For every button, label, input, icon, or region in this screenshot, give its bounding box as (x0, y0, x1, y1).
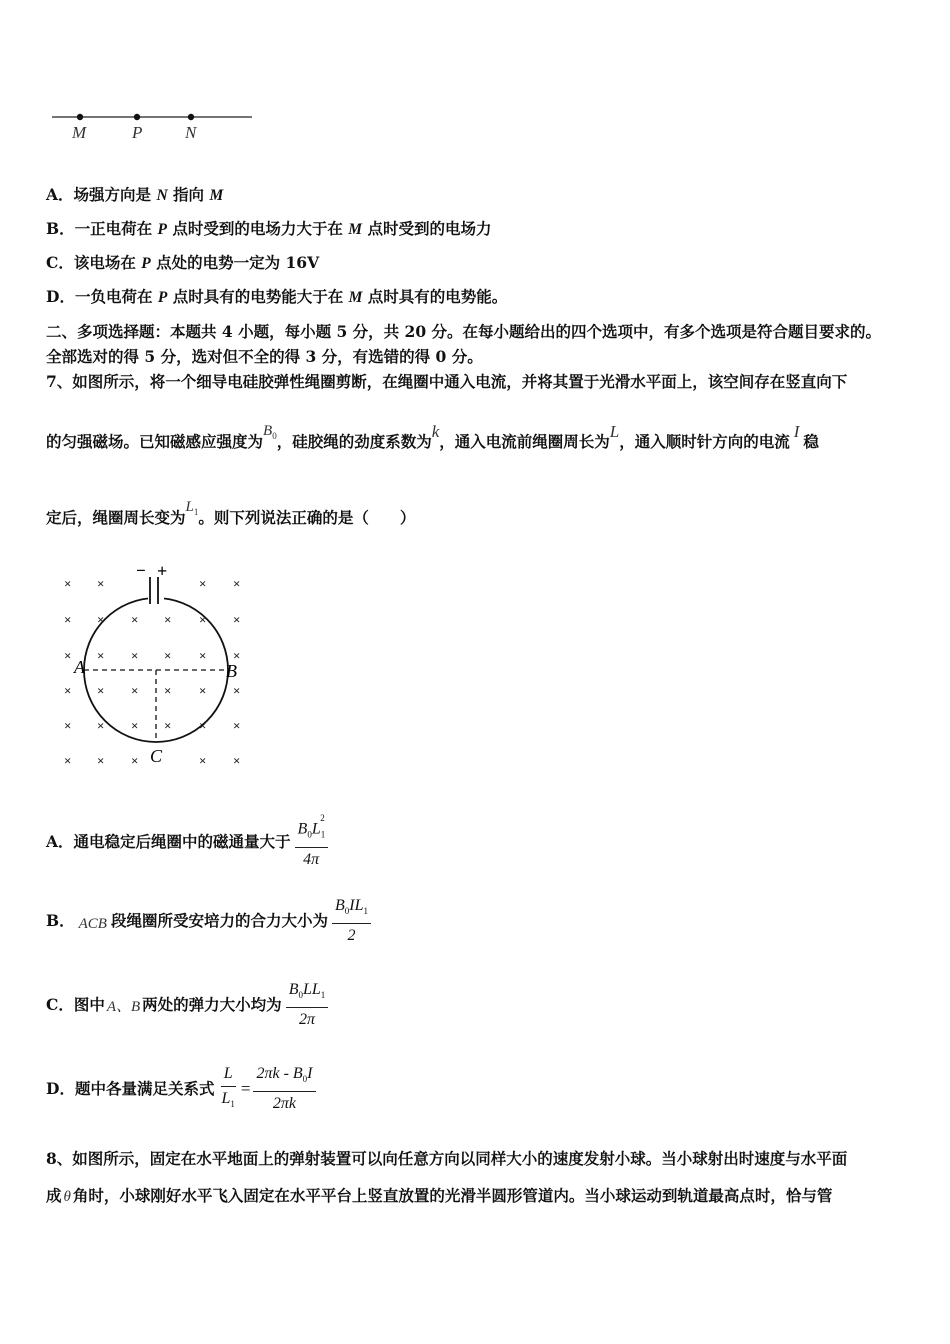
field-cross: × (164, 612, 172, 627)
point-n (188, 114, 194, 120)
figure-coil-field (56, 560, 256, 775)
field-cross: × (131, 753, 139, 768)
section2-line2: 全部选对的得 5 分，选对但不全的得 3 分，有选错的得 0 分。 (46, 347, 483, 366)
fraction-b: $\frac{B_0IL_1}{2}$ (332, 896, 371, 946)
field-cross: × (97, 648, 105, 663)
field-cross: × (199, 753, 207, 768)
q6-option-d[interactable]: D．一负电荷在 P 点时具有的电势能大于在 M 点时具有的电势能。 (46, 287, 508, 306)
fraction-a: $\frac{B_0L_1^2}{4\pi}$ (295, 814, 328, 870)
q7-option-c[interactable]: C．图中 A、B 两处的弹力大小均为 $\frac{B_0LL_1}{2\pi}$ (46, 980, 328, 1030)
field-cross: × (233, 612, 241, 627)
label-c: C (150, 746, 163, 766)
field-cross: × (199, 576, 207, 591)
fraction-d-right: $\frac{2\pi k - B_0I}{2\pi k}$ (253, 1064, 315, 1114)
q8-line1: 8、如图所示，固定在水平地面上的弹射装置可以向任意方向以同样大小的速度发射小球。当小球射出时速度与水平面 (46, 1149, 848, 1168)
field-cross: × (97, 753, 105, 768)
label-a: A (74, 657, 85, 677)
field-cross: × (164, 718, 172, 733)
label-m: M (72, 123, 87, 142)
q7-option-a[interactable]: A．通电稳定后绳圈中的磁通量大于 $\frac{B_0L_1^2}{4\pi}$ (46, 814, 328, 870)
field-cross: × (131, 612, 139, 627)
field-cross: × (164, 648, 172, 663)
q6-option-b[interactable]: B．一正电荷在 P 点时受到的电场力大于在 M 点时受到的电场力 (46, 219, 492, 238)
q7-line3: 定后，绳圈周长变为$L_1$。则下列说法正确的是（ ） (46, 499, 416, 527)
field-cross: × (164, 683, 172, 698)
minus-sign: − (136, 561, 146, 580)
q7-line2: 的匀强磁场。已知磁感应强度为$B_0$，硅胶绳的劲度系数为k，通入电流前绳圈周长为L，通入顺时针方向的电流I稳 (46, 422, 819, 451)
field-cross: × (64, 683, 72, 698)
q6-option-c[interactable]: C．该电场在 P 点处的电势一定为 16V (46, 253, 320, 272)
label-n: N (185, 123, 197, 142)
field-cross: × (131, 648, 139, 663)
field-cross: × (199, 612, 207, 627)
label-p: P (132, 123, 143, 142)
point-p (134, 114, 140, 120)
field-cross: × (233, 683, 241, 698)
field-crosses (64, 576, 240, 768)
field-cross: × (199, 718, 207, 733)
field-cross: × (233, 753, 241, 768)
fraction-c: $\frac{B_0LL_1}{2\pi}$ (286, 980, 329, 1030)
field-cross: × (64, 612, 72, 627)
q6-option-a[interactable]: A．场强方向是 N 指向 M (46, 185, 224, 204)
plus-sign: + (157, 561, 168, 581)
q7-option-d[interactable]: D．题中各量满足关系式 $\frac{L}{L_1}$ = $\frac{2\pi k - B_0I}{2\pi k}$ (46, 1064, 316, 1114)
field-cross: × (131, 683, 139, 698)
field-cross: × (233, 648, 241, 663)
figure-mpn-line (48, 105, 258, 145)
field-cross: × (64, 718, 72, 733)
field-cross: × (97, 718, 105, 733)
field-cross: × (97, 612, 105, 627)
q8-line2: 成 θ 角时，小球刚好水平飞入固定在水平平台上竖直放置的光滑半圆形管道内。当小球运动到轨道最高点时，恰与管 (46, 1186, 833, 1205)
field-cross: × (97, 683, 105, 698)
field-cross: × (64, 576, 72, 591)
point-m (77, 114, 83, 120)
q7-option-b[interactable]: B． ACB 段绳圈所受安培力的合力大小为 $\frac{B_0IL_1}{2}$ (46, 896, 371, 946)
fraction-d-left: $\frac{L}{L_1}$ (221, 1065, 235, 1110)
q7-line1: 7、如图所示，将一个细导电硅胶弹性绳圈剪断，在绳圈中通入电流，并将其置于光滑水平面上，该空间存在竖直向下 (46, 372, 848, 391)
field-cross: × (233, 718, 241, 733)
field-cross: × (233, 576, 241, 591)
field-cross: × (97, 576, 105, 591)
label-b: B (226, 661, 237, 681)
field-cross: × (64, 648, 72, 663)
field-cross: × (199, 683, 207, 698)
field-cross: × (199, 648, 207, 663)
field-cross: × (64, 753, 72, 768)
section2-line1: 二、多项选择题：本题共 4 小题，每小题 5 分，共 20 分。在每小题给出的四个选项中，有多个选项是符合题目要求的。 (46, 322, 882, 341)
field-cross: × (131, 718, 139, 733)
